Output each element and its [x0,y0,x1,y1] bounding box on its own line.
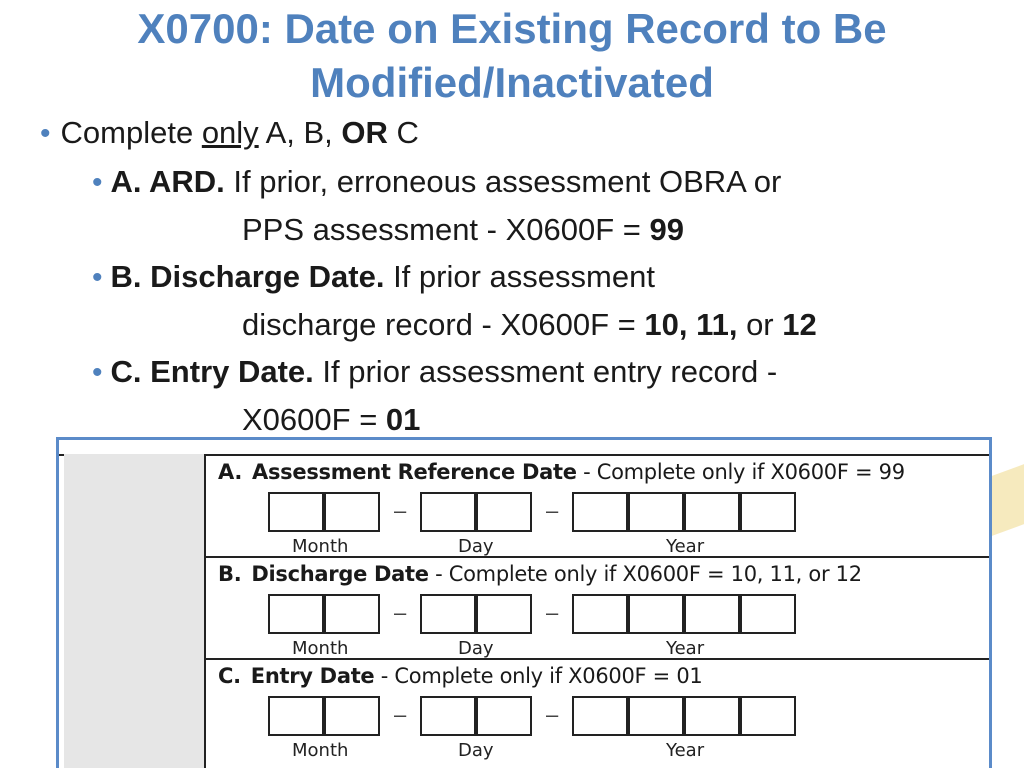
separator-dash: – [394,498,407,523]
form-section-b [206,558,989,660]
bullet-item-lead: A. ARD. [110,164,225,199]
bullet-item-text: If prior assessment entry record - [313,354,778,389]
bullet-item-b [92,253,1012,348]
section-letter: B. [218,562,242,586]
day-digit-box[interactable] [476,594,532,634]
bullet-item-text2: X0600F = [242,402,386,437]
month-digit-box[interactable] [324,594,380,634]
month-label: Month [292,638,349,659]
bullet-item-value: 01 [385,402,421,437]
day-digit-box[interactable] [476,696,532,736]
bullet-item-a [92,158,1012,253]
year-digit-box[interactable] [684,696,740,736]
slide-title-line1: X0700: Date on Existing Record to Be [137,5,887,52]
bullet-item-continuation [92,301,1012,348]
month-label: Month [292,536,349,557]
month-digit-box[interactable] [268,696,324,736]
bullet-item-lead: C. Entry Date. [110,354,314,389]
bullet-item-value2: 12 [782,307,817,342]
section-title [218,562,862,586]
year-digit-box[interactable] [572,696,628,736]
bullet-item-value: 99 [649,212,684,247]
section-label: Discharge Date [251,562,429,586]
section-title [218,460,905,484]
day-label: Day [458,638,494,659]
separator-dash: – [394,702,407,727]
section-letter: C. [218,664,241,688]
year-digit-box[interactable] [684,594,740,634]
bullet-item-value: 10, 11, [644,307,738,342]
section-letter: A. [218,460,243,484]
day-label: Day [458,536,494,557]
bullet-item-lead: B. Discharge Date. [110,259,385,294]
bullet-dot-icon: • [40,117,51,150]
section-desc: - Complete only if X0600F = 10, 11, or 12 [428,562,862,586]
day-label: Day [458,740,494,761]
year-digit-box[interactable] [572,594,628,634]
bullet-item-continuation [92,396,1012,443]
separator-dash: – [546,702,559,727]
month-digit-box[interactable] [324,492,380,532]
day-digit-box[interactable] [420,492,476,532]
year-digit-box[interactable] [684,492,740,532]
slide-title [20,2,1004,110]
year-digit-box[interactable] [628,594,684,634]
bullet-main-post: C [387,115,419,150]
form-section-c [206,660,989,762]
section-label: Entry Date [250,664,375,688]
bullet-main [40,113,419,154]
bullet-main-text: Complete [60,115,202,150]
bullet-main-underlined: only [201,115,259,150]
section-desc: - Complete only if X0600F = 01 [374,664,703,688]
bullet-item-continuation [92,206,1012,253]
bullet-main-bold: OR [341,115,388,150]
bullet-item-c [92,348,1012,443]
bullet-dot-icon: • [92,166,103,199]
month-label: Month [292,740,349,761]
form-image [56,437,992,768]
section-desc: - Complete only if X0600F = 99 [576,460,905,484]
month-digit-box[interactable] [268,594,324,634]
section-title [218,664,702,688]
form-section-a [206,456,989,558]
bullet-item-text: If prior, erroneous assessment OBRA or [224,164,782,199]
slide-title-line2: Modified/Inactivated [310,59,714,106]
year-label: Year [666,536,705,557]
form-left-column [64,454,206,768]
bullet-item-text2: discharge record - X0600F = [242,307,645,342]
year-label: Year [666,638,705,659]
bullet-dot-icon: • [92,356,103,389]
year-digit-box[interactable] [740,594,796,634]
separator-dash: – [394,600,407,625]
bullet-dot-icon: • [92,261,103,294]
day-digit-box[interactable] [476,492,532,532]
separator-dash: – [546,600,559,625]
month-digit-box[interactable] [324,696,380,736]
year-digit-box[interactable] [628,696,684,736]
year-digit-box[interactable] [740,696,796,736]
year-digit-box[interactable] [572,492,628,532]
bullet-main-mid: A, B, [258,115,342,150]
year-digit-box[interactable] [740,492,796,532]
bullet-item-text2: PPS assessment - X0600F = [242,212,650,247]
section-label: Assessment Reference Date [252,460,577,484]
month-digit-box[interactable] [268,492,324,532]
year-label: Year [666,740,705,761]
year-digit-box[interactable] [628,492,684,532]
bullet-item-or: or [737,307,783,342]
separator-dash: – [546,498,559,523]
decorative-shape [992,464,1024,536]
day-digit-box[interactable] [420,594,476,634]
bullet-item-text: If prior assessment [384,259,655,294]
day-digit-box[interactable] [420,696,476,736]
